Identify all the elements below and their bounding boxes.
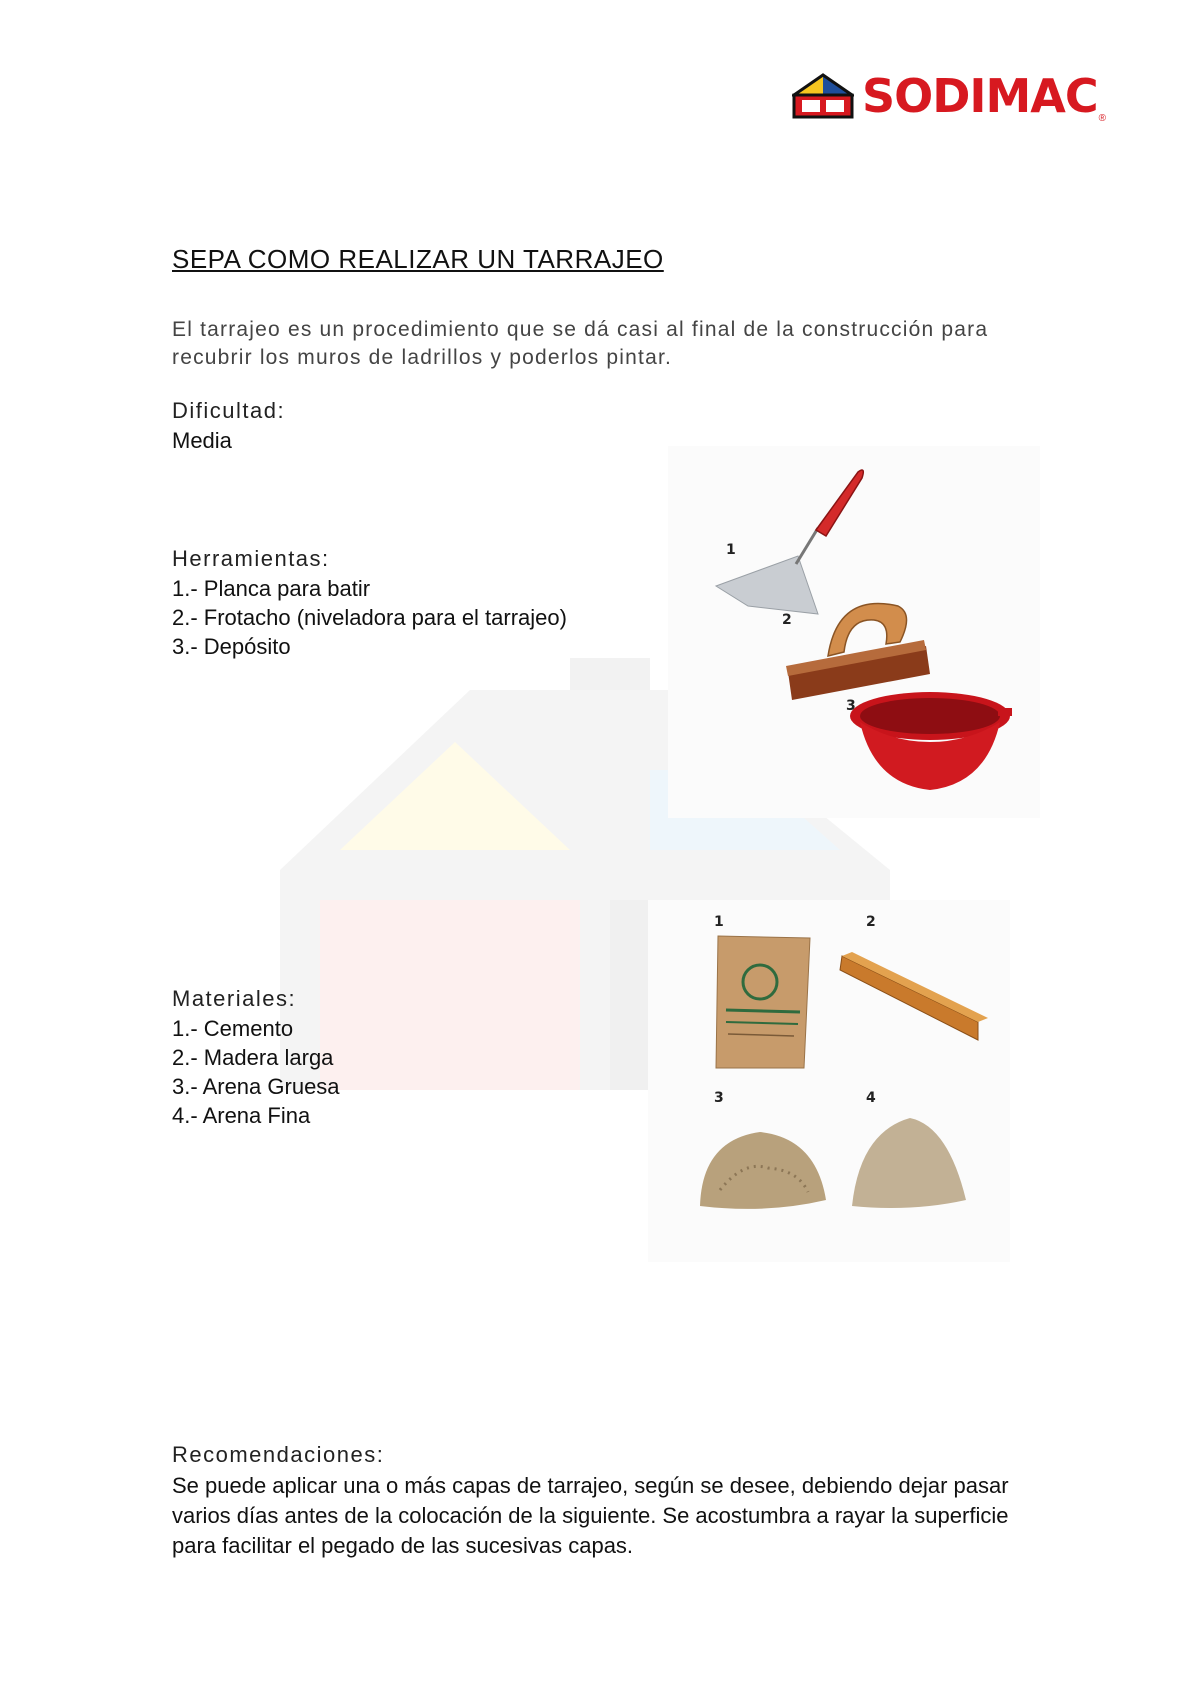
house-logo-icon	[792, 73, 854, 119]
list-item: 2.- Madera larga	[172, 1045, 334, 1070]
brand-name: SODIMAC	[862, 69, 1098, 123]
recommendations-label: Recomendaciones:	[172, 1442, 385, 1467]
list-item: 3.- Depósito	[172, 634, 291, 659]
fine-sand-image	[852, 1118, 966, 1208]
figure-number: 1	[726, 542, 736, 558]
list-item: 4.- Arena Fina	[172, 1103, 311, 1128]
list-item: 2.- Frotacho (niveladora para el tarrajeo)	[172, 605, 567, 630]
figure-number: 2	[866, 914, 876, 930]
materials-figure	[648, 900, 1010, 1262]
figure-number: 2	[782, 612, 792, 628]
registered-mark: ®	[1098, 113, 1107, 124]
figure-number: 3	[846, 698, 856, 714]
list-item: 3.- Arena Gruesa	[172, 1074, 340, 1099]
difficulty-value: Media	[172, 428, 232, 453]
wood-plank-image	[840, 952, 988, 1040]
difficulty-section	[172, 398, 285, 455]
materials-list	[172, 1014, 340, 1130]
recommendations-text: Se puede aplicar una o más capas de tarrajeo, según se desee, debiendo dejar pasar varios días antes de la colocación de la siguiente. Se acostumbra a rayar la superficie para facilitar el pegado de las sucesivas capas.	[172, 1473, 1009, 1558]
list-item: 1.- Cemento	[172, 1016, 294, 1041]
tools-list	[172, 574, 567, 661]
tools-figure	[668, 446, 1040, 818]
intro-paragraph: El tarrajeo es un procedimiento que se dá casi al final de la construcción para recubrir los muros de ladrillos y poderlos pintar.	[172, 318, 989, 369]
materials-label: Materiales:	[172, 986, 297, 1011]
cement-bag-image	[716, 936, 810, 1068]
recommendations-section	[172, 1442, 1042, 1561]
tools-section	[172, 546, 567, 661]
materials-section	[172, 986, 340, 1130]
float-image	[786, 603, 930, 700]
figure-number: 3	[714, 1090, 724, 1106]
bucket-image	[850, 692, 1012, 790]
difficulty-label: Dificultad:	[172, 398, 286, 423]
coarse-sand-image	[700, 1132, 826, 1209]
page-title: SEPA COMO REALIZAR UN TARRAJEO	[172, 244, 664, 274]
figure-number: 4	[866, 1090, 876, 1106]
trowel-image	[716, 470, 863, 614]
sodimac-logo	[792, 68, 1137, 124]
figure-number: 1	[714, 914, 724, 930]
tools-label: Herramientas:	[172, 546, 330, 571]
list-item: 1.- Planca para batir	[172, 576, 371, 601]
